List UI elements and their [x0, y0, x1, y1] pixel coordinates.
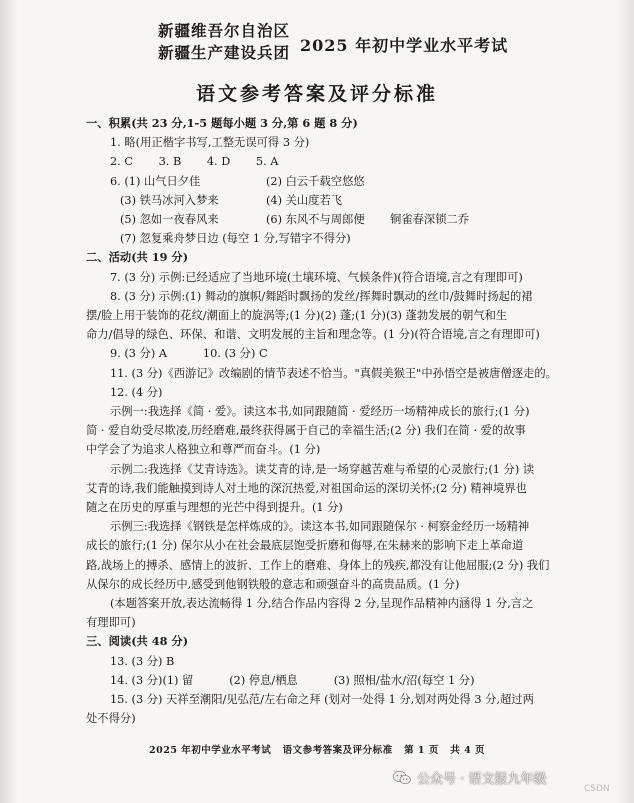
answer-q15-line-2: 处不得分)	[86, 712, 136, 726]
answer-q6-5: (5) 忽如一夜春风来	[120, 213, 219, 227]
example-3-line-2: 成长的旅行;(1 分) 保尔从小在社会最底层饱受折磨和侮辱,在朱赫来的影响下走上革命道	[86, 539, 524, 553]
answer-q2-5	[86, 152, 586, 171]
page-footer: 2025 年初中学业水平考试 语文参考答案及评分标准 第 1 页 共 4 页	[149, 745, 485, 756]
answer-q2: 2. C	[110, 155, 134, 169]
answer-q8-line-3: 命力/倡导的绿色、环保、和谐、文明发展的主旨和理念等。(1 分)(符合语境,言之有理即可)	[86, 328, 540, 342]
answer-q6-2: (2) 白云千载空悠悠	[266, 174, 365, 188]
answer-q7: 7. (3 分) 示例:已经适应了当地环境(土壤环境、气候条件)(符合语境,言之有理即可)	[110, 270, 523, 284]
example-3-line-1: 示例三:我选择《钢铁是怎样炼成的》。读这本书,如同跟随保尔 · 柯察金经历一场精神	[110, 520, 530, 534]
answer-q9-10: 9. (3 分) A 10. (3 分) C	[110, 347, 268, 361]
org-line-2: 新疆生产建设兵团	[158, 43, 291, 62]
answer-q8-line-1: 8. (3 分) 示例:(1) 舞动的旗帜/舞蹈时飘扬的发丝/挥舞时飘动的丝巾/鼓舞时扬起的裙	[110, 289, 533, 303]
q12-scoring-note-line-1: (本题答案开放,表达流畅得 1 分,结合作品内容得 2 分,呈现作品精神内涵得 1 分,言之	[110, 597, 534, 611]
example-1-line-2: 简 · 爱自幼受尽欺凌,历经磨难,最终获得属于自己的幸福生活;(2 分) 我们在简 · 爱的故事	[86, 424, 526, 438]
answer-q1: 1. 略(用正楷字书写,工整无误可得 3 分)	[110, 136, 310, 150]
wechat-watermark	[392, 768, 546, 787]
org-line-1: 新疆维吾尔自治区	[158, 21, 291, 40]
wechat-icon	[392, 770, 412, 786]
example-2-line-1: 示例二:我选择《艾青诗选》。读艾青的诗,是一场穿越苦难与希望的心灵旅行;(1 分) 读	[110, 462, 535, 476]
q12-scoring-note-line-2: 有理即可)	[86, 616, 136, 630]
answer-q14: 14. (3 分)(1) 留 (2) 停息/栖息 (3) 照相/盐水/沼(每空 1 分)	[110, 673, 475, 687]
answer-q4: 4. D	[206, 155, 231, 169]
exam-name: 2025 年初中学业水平考试	[300, 36, 509, 55]
example-3-line-4: 从保尔的成长经历中,感受到他钢铁般的意志和顽强奋斗的高贵品质。(1 分)	[86, 577, 460, 591]
document-title: 语文参考答案及评分标准	[195, 83, 438, 105]
example-1-line-3: 中学会了为追求人格独立和尊严而奋斗。(1 分)	[86, 443, 321, 457]
answer-q6-1: 6. (1) 山气日夕佳	[110, 174, 201, 188]
answer-q8-line-2: 摆/脸上用于装饰的花纹/潮面上的旋涡等;(1 分)(2) 蓬;(1 分)(3) 蓬勃发展的朝气和生	[86, 309, 508, 323]
answer-q6-3: (3) 铁马冰河入梦来	[120, 193, 219, 207]
answer-q5: 5. A	[255, 155, 279, 169]
watermark-text: 公众号 · 语文报九年级	[417, 772, 547, 787]
answer-q11: 11. (3 分)《西游记》改编剧的情节表述不恰当。"真假美猴王"中孙悟空是被唐僧逐走的。	[110, 366, 557, 380]
answer-q6-4: (4) 关山度若飞	[266, 193, 343, 207]
answer-q6-row-2	[86, 191, 586, 210]
section-2-heading: 二、活动(共 19 分)	[86, 250, 189, 265]
answer-q3: 3. B	[158, 155, 182, 169]
example-2-line-3: 随之在历史的厚重与理想的光芒中得到提升。(1 分)	[86, 501, 343, 515]
answer-q15-line-1: 15. (3 分) 天祥至潮阳/见弘范/左右命之拜 (划对一处得 1 分,划对两处得 3 分,超过两	[110, 693, 534, 707]
example-1-line-1: 示例一:我选择《简 · 爱》。读这本书,如同跟随简 · 爱经历一场精神成长的旅行;(1 分)	[110, 405, 530, 419]
example-3-line-3: 路,战场上的搏杀、感情上的波折、工作上的磨难、身体上的残疾,都没有让他屈服;(2 分) 我们	[86, 558, 550, 572]
answer-body	[86, 114, 586, 729]
issuing-organization	[158, 20, 290, 64]
answer-q6-row-1	[86, 172, 586, 191]
section-3-heading: 三、阅读(共 48 分)	[86, 634, 189, 649]
answer-q12: 12. (4 分)	[110, 385, 163, 399]
answer-q6-7: (7) 忽复乘舟梦日边 (每空 1 分,写错字不得分)	[120, 232, 351, 246]
answer-q6-6a: (6) 东风不与周郎便	[266, 213, 365, 227]
document-header	[0, 0, 634, 70]
answer-q6-6b: 铜雀春深锁二乔	[390, 213, 470, 227]
corner-mark: CSDN	[584, 784, 610, 794]
answer-q6-row-3	[86, 210, 586, 229]
answer-q13: 13. (3 分) B	[110, 654, 175, 668]
example-2-line-2: 艾青的诗,我们能触摸到诗人对土地的深沉热爱,对祖国命运的深切关怀;(2 分) 精神境界也	[86, 481, 527, 495]
section-1-heading: 一、积累(共 23 分,1-5 题每小题 3 分,第 6 题 8 分)	[86, 116, 358, 130]
